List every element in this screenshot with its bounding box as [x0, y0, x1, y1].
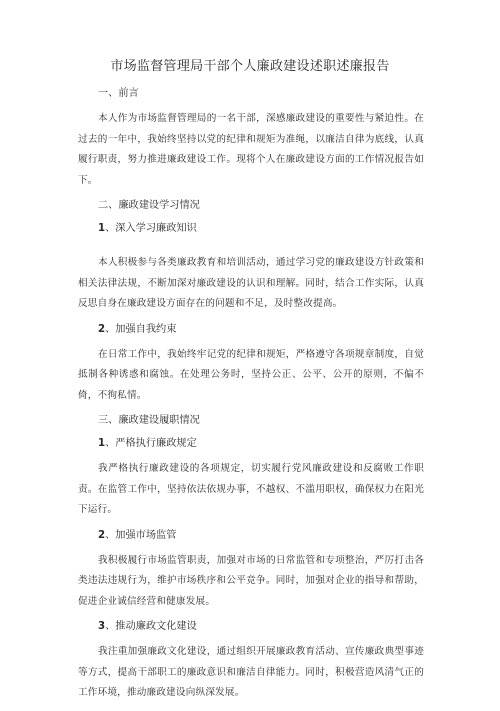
- document-body: [78, 86, 424, 711]
- section-heading: 三、廉政建设履职情况: [98, 415, 200, 426]
- subsection-heading: [78, 436, 424, 452]
- subsection-paragraph: 我积极履行市场监管职责，加强对市场的日常监管和专项整治，严厉打击各类违法违规行为，维护市场秩序和公平竞争。同时，加强对企业的指导和帮助，促进企业诚信经营和健康发展。: [78, 554, 424, 607]
- subsection-number: 3: [98, 621, 106, 632]
- subsection-heading: [78, 221, 424, 237]
- subsection-paragraph: 本人积极参与各类廉政教育和培训活动，通过学习党的廉政建设方针政策和相关法律法规，不断加深对廉政建设的认识和理解。同时，结合工作实际，认真反思自身在廉政建设方面存在的问题和不足，及时整改提高。: [78, 257, 424, 309]
- subsection-paragraph: 我严格执行廉政建设的各项规定，切实履行党风廉政建设和反腐败工作职责。在监管工作中，坚持依法依规办事，不越权、不滥用职权，确保权力在阳光下运行。: [78, 463, 424, 515]
- subsection-title: 、推动廉政文化建设: [105, 621, 197, 632]
- subsection-heading: [78, 322, 424, 338]
- subsection-number: 2: [98, 323, 106, 335]
- subsection-title: 、加强市场监管: [105, 529, 177, 541]
- subsection-paragraph: 在日常工作中，我始终牢记党的纪律和规矩，严格遵守各项规章制度，自觉抵制各种诱惑和腐蚀。在处理公务时，坚持公正、公平、公开的原则，不偏不倚，不徇私情。: [78, 348, 424, 401]
- subsection-number: 1: [98, 438, 106, 449]
- section-heading: 二、廉政建设学习情况: [98, 200, 200, 211]
- subsection-title: 、严格执行廉政规定: [105, 438, 197, 449]
- subsection-number: 2: [98, 529, 106, 541]
- subsection-title: 、深入学习廉政知识: [105, 223, 197, 234]
- subsection-title: 、加强自我约束: [105, 323, 177, 335]
- subsection-number: 1: [98, 223, 106, 234]
- document-title: 市场监督管理局干部个人廉政建设述职述廉报告: [110, 59, 390, 74]
- section-paragraph: 本人作为市场监督管理局的一名干部，深感廉政建设的重要性与紧迫性。在过去的一年中，我始终坚持以党的纪律和规矩为准绳，以廉洁自律为底线，认真履行职责，努力推进廉政建设工作。现将个人在廉政建设方面的工作情况报告如下。: [78, 113, 424, 186]
- subsection-heading: [78, 619, 424, 635]
- subsection-heading: [78, 528, 424, 544]
- section-heading: 一、前言: [98, 88, 139, 99]
- subsection-paragraph: 我注重加强廉政文化建设，通过组织开展廉政教育活动、宣传廉政典型事迹等方式，提高干部职工的廉政意识和廉洁自律能力。同时，积极营造风清气正的工作环境，推动廉政建设向纵深发展。: [78, 646, 424, 698]
